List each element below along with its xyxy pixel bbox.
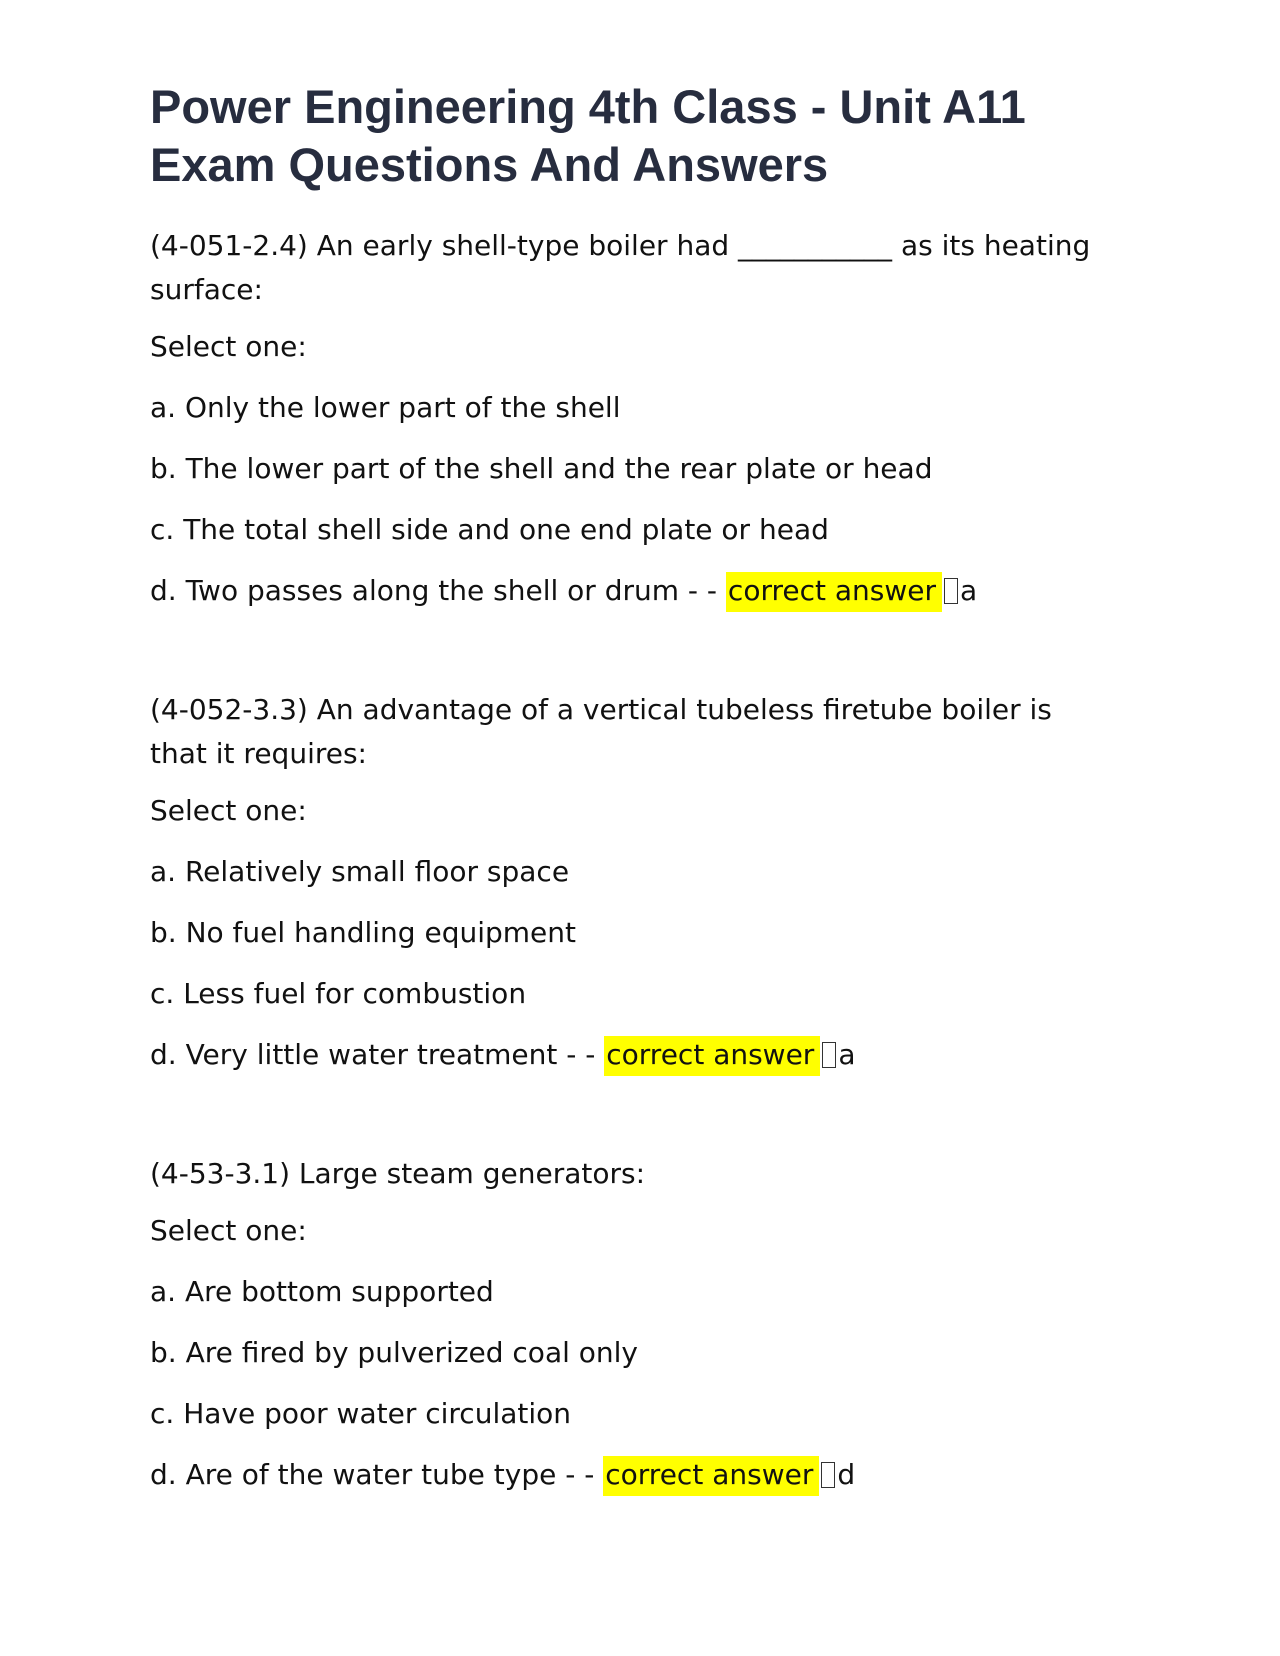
option-d: [150, 1033, 1110, 1077]
question-3: [150, 1152, 1110, 1497]
option-d-text: d. Are of the water tube type - -: [150, 1458, 595, 1491]
option-c: c. Have poor water circulation: [150, 1397, 572, 1430]
question-stem: (4-53-3.1) Large steam generators:: [150, 1157, 646, 1190]
option-d-text: d. Very little water treatment - -: [150, 1038, 596, 1071]
option-a: a. Are bottom supported: [150, 1275, 494, 1308]
answer-letter: d: [837, 1458, 856, 1491]
correct-answer-highlight: correct answer: [603, 1456, 819, 1496]
answer-letter: a: [838, 1038, 856, 1071]
question-stem: (4-051-2.4) An early shell-type boiler had ___________ as its heating surface:: [150, 229, 1091, 306]
question-1: [150, 224, 1110, 613]
correct-answer-highlight: correct answer: [604, 1036, 820, 1076]
option-d: [150, 569, 1110, 613]
answer-letter: a: [960, 574, 978, 607]
missing-glyph-icon: [822, 1042, 836, 1068]
document-body: [150, 78, 1110, 1497]
option-b: b. No fuel handling equipment: [150, 916, 576, 949]
option-c: c. The total shell side and one end plate or head: [150, 513, 829, 546]
option-d: [150, 1453, 1110, 1497]
missing-glyph-icon: [944, 578, 958, 604]
option-b: b. The lower part of the shell and the rear plate or head: [150, 452, 933, 485]
option-a: a. Relatively small floor space: [150, 855, 570, 888]
select-prompt: Select one:: [150, 330, 307, 363]
option-a: a. Only the lower part of the shell: [150, 391, 621, 424]
option-b: b. Are fired by pulverized coal only: [150, 1336, 639, 1369]
option-c: c. Less fuel for combustion: [150, 977, 527, 1010]
question-stem: (4-052-3.3) An advantage of a vertical tubeless firetube boiler is that it requires:: [150, 693, 1052, 770]
page-title: Power Engineering 4th Class - Unit A11 Exam Questions And Answers: [150, 80, 1026, 191]
missing-glyph-icon: [821, 1462, 835, 1488]
correct-answer-highlight: correct answer: [726, 572, 942, 612]
select-prompt: Select one:: [150, 1214, 307, 1247]
option-d-text: d. Two passes along the shell or drum - -: [150, 574, 718, 607]
question-2: [150, 688, 1110, 1077]
select-prompt: Select one:: [150, 794, 307, 827]
